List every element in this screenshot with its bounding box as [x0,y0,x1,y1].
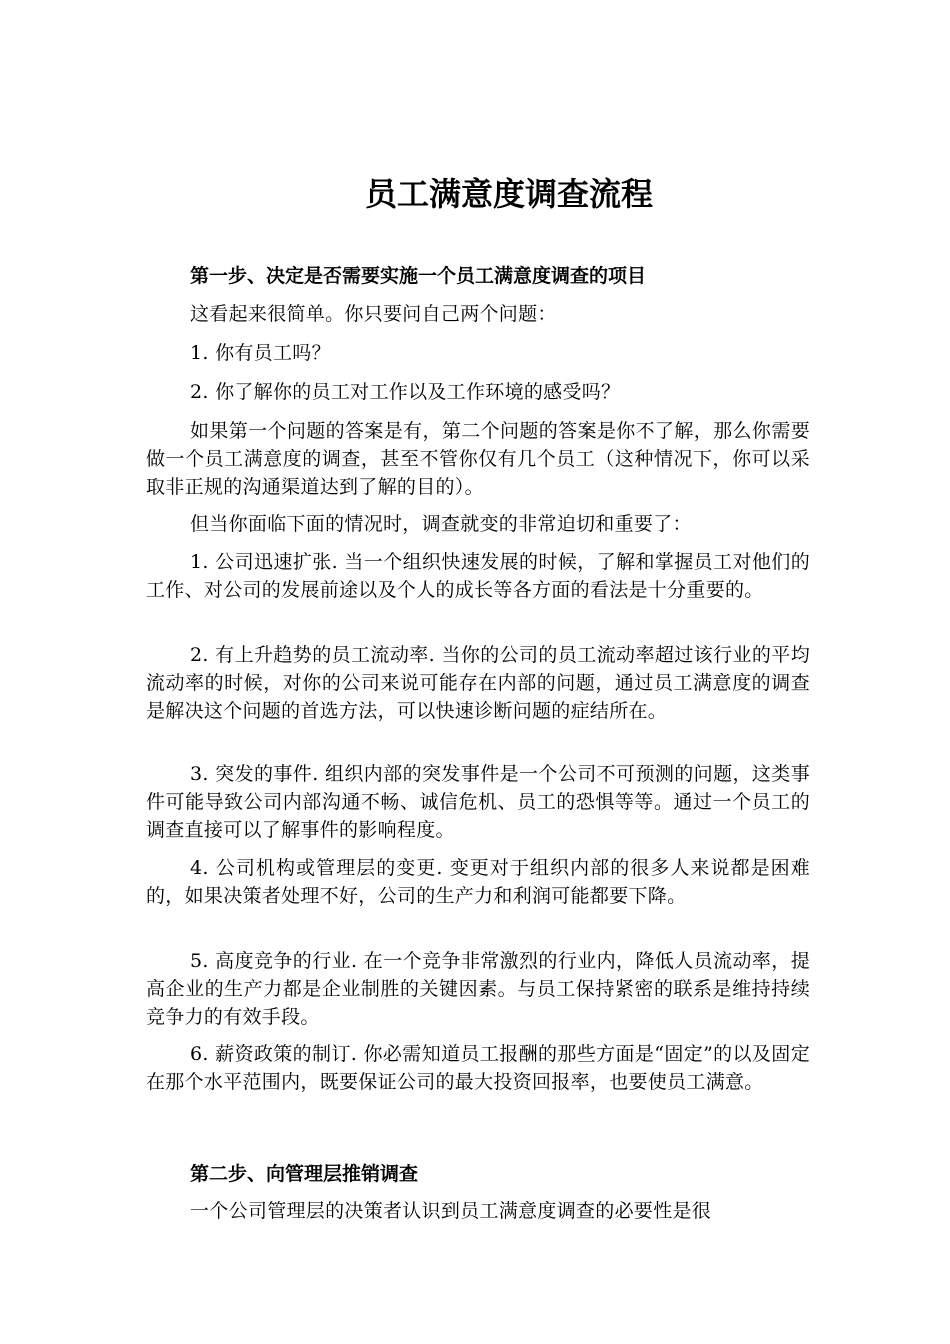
step2-paragraph: 一个公司管理层的决策者认识到员工满意度调查的必要性是很 [190,1200,712,1222]
situation-item-2: 2. 有上升趋势的员工流动率. 当你的公司的员工流动率超过该行业的平均流动率的时候，对你的公司来说可能存在内部的问题，通过员工满意度的调查是解决这个问题的首选方法，可以快速诊断问题的症结所在。 [146,644,810,722]
document-title: 员工满意度调查流程 [364,175,653,213]
situation-item-4: 4. 公司机构或管理层的变更. 变更对于组织内部的很多人来说都是困难的，如果决策者处理不好，公司的生产力和利润可能都要下降。 [146,857,810,907]
answer-paragraph: 如果第一个问题的答案是有，第二个问题的答案是你不了解，那么你需要做一个员工满意度的调查，甚至不管你仅有几个员工（这种情况下，你可以采取非正规的沟通渠道达到了解的目的）。 [146,420,810,498]
situation-item-1: 1. 公司迅速扩张. 当一个组织快速发展的时候，了解和掌握员工对他们的工作、对公司的发展前途以及个人的成长等各方面的看法是十分重要的。 [146,551,810,601]
situation-item-6: 6. 薪资政策的制订. 你必需知道员工报酬的那些方面是“固定”的以及固定在那个水平范围内，既要保证公司的最大投资回报率，也要使员工满意。 [146,1043,810,1093]
situation-item-5: 5. 高度竞争的行业. 在一个竞争非常激烈的行业内，降低人员流动率，提高企业的生产力都是企业制胜的关键因素。与员工保持紧密的联系是维持持续竞争力的有效手段。 [146,950,810,1028]
step1-intro: 这看起来很简单。你只要问自己两个问题： [190,303,557,325]
situation-item-3: 3. 突发的事件. 组织内部的突发事件是一个公司不可预测的问题，这类事件可能导致公司内部沟通不畅、诚信危机、员工的恐惧等等。通过一个员工的调查直接可以了解事件的影响程度。 [146,763,810,841]
step2-heading: 第二步、向管理层推销调查 [190,1163,419,1185]
question-2: 2. 你了解你的员工对工作以及工作环境的感受吗？ [190,381,621,403]
urgent-paragraph: 但当你面临下面的情况时，调查就变的非常迫切和重要了： [190,513,692,535]
step1-heading: 第一步、决定是否需要实施一个员工满意度调查的项目 [190,265,647,287]
question-1: 1. 你有员工吗？ [190,342,331,364]
